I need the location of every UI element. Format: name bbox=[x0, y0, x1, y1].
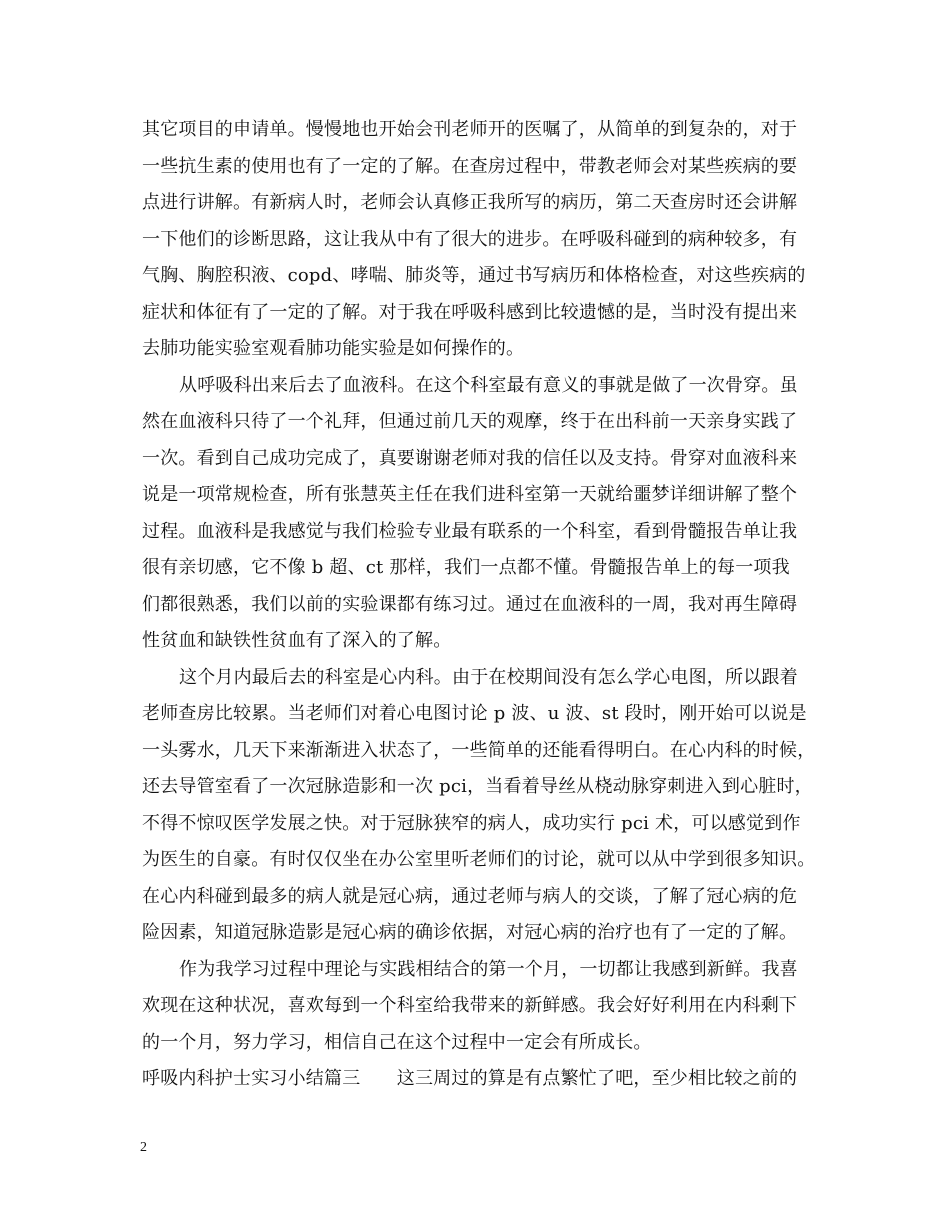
text-line: 为医生的自豪。有时仅仅坐在办公室里听老师们的讨论，就可以从中学到很多知识。 bbox=[142, 849, 816, 870]
paragraph-start-line: 作为我学习过程中理论与实践相结合的第一个月，一切都让我感到新鲜。我喜 bbox=[179, 958, 798, 980]
text-line: 过程。血液科是我感觉与我们检验专业最有联系的一个科室，看到骨髓报告单让我 bbox=[142, 520, 798, 542]
text-line: 一头雾水，几天下来渐渐进入状态了，一些简单的还能看得明白。在心内科的时候， bbox=[142, 739, 816, 761]
text-line: 们都很熟悉，我们以前的实验课都有练习过。通过在血液科的一周，我对再生障碍 bbox=[142, 593, 798, 615]
text-line: 一些抗生素的使用也有了一定的了解。在查房过程中，带教老师会对某些疾病的要 bbox=[142, 155, 798, 177]
text-line: 去肺功能实验室观看肺功能实验是如何操作的。 bbox=[142, 338, 525, 359]
text-line: 说是一项常规检查，所有张慧英主任在我们进科室第一天就给噩梦详细讲解了整个 bbox=[142, 484, 798, 505]
text-line: 气胸、胸腔积液、copd、哮喘、肺炎等，通过书写病历和体格检查，对这些疾病的 bbox=[142, 265, 806, 286]
text-line: 险因素，知道冠脉造影是冠心病的确诊依据，对冠心病的治疗也有了一定的了解。 bbox=[142, 922, 798, 943]
text-line: 还去导管室看了一次冠脉造影和一次 pci，当看着导丝从桡动脉穿刺进入到心脏时， bbox=[142, 776, 813, 797]
page-number: 2 bbox=[140, 1140, 147, 1155]
text-line: 性贫血和缺铁性贫血有了深入的了解。 bbox=[142, 630, 452, 651]
text-line: 老师查房比较累。当老师们对着心电图讨论 p 波、u 波、st 段时，刚开始可以说是 bbox=[142, 703, 807, 724]
text-line: 不得不惊叹医学发展之快。对于冠脉狭窄的病人，成功实行 pci 术，可以感觉到作 bbox=[142, 812, 801, 834]
text-line: 很有亲切感，它不像 b 超、ct 那样，我们一点都不懂。骨髓报告单上的每一项我 bbox=[142, 557, 790, 578]
text-line: 一下他们的诊断思路，这让我从中有了很大的进步。在呼吸科碰到的病种较多，有 bbox=[142, 228, 798, 250]
text-line: 症状和体征有了一定的了解。对于我在呼吸科感到比较遗憾的是，当时没有提出来 bbox=[142, 301, 798, 323]
section-heading-line: 呼吸内科护士实习小结篇三 这三周过的算是有点繁忙了吧，至少相比较之前的 bbox=[142, 1068, 798, 1089]
text-line: 其它项目的申请单。慢慢地也开始会刊老师开的医嘱了，从简单的到复杂的，对于 bbox=[142, 119, 798, 140]
text-line: 的一个月，努力学习，相信自己在这个过程中一定会有所成长。 bbox=[142, 1031, 652, 1053]
body-text bbox=[142, 112, 832, 1098]
paragraph-start-line: 这个月内最后去的科室是心内科。由于在校期间没有怎么学心电图，所以跟着 bbox=[179, 666, 798, 688]
text-line: 点进行讲解。有新病人时，老师会认真修正我所写的病历，第二天查房时还会讲解 bbox=[142, 192, 798, 213]
text-line: 然在血液科只待了一个礼拜，但通过前几天的观摩，终于在出科前一天亲身实践了 bbox=[142, 411, 798, 432]
text-line: 欢现在这种状况，喜欢每到一个科室给我带来的新鲜感。我会好好利用在内科剩下 bbox=[142, 995, 798, 1016]
text-line: 一次。看到自己成功完成了，真要谢谢老师对我的信任以及支持。骨穿对血液科来 bbox=[142, 447, 798, 469]
text-line: 在心内科碰到最多的病人就是冠心病，通过老师与病人的交谈，了解了冠心病的危 bbox=[142, 885, 798, 907]
paragraph-start-line: 从呼吸科出来后去了血液科。在这个科室最有意义的事就是做了一次骨穿。虽 bbox=[179, 374, 798, 396]
